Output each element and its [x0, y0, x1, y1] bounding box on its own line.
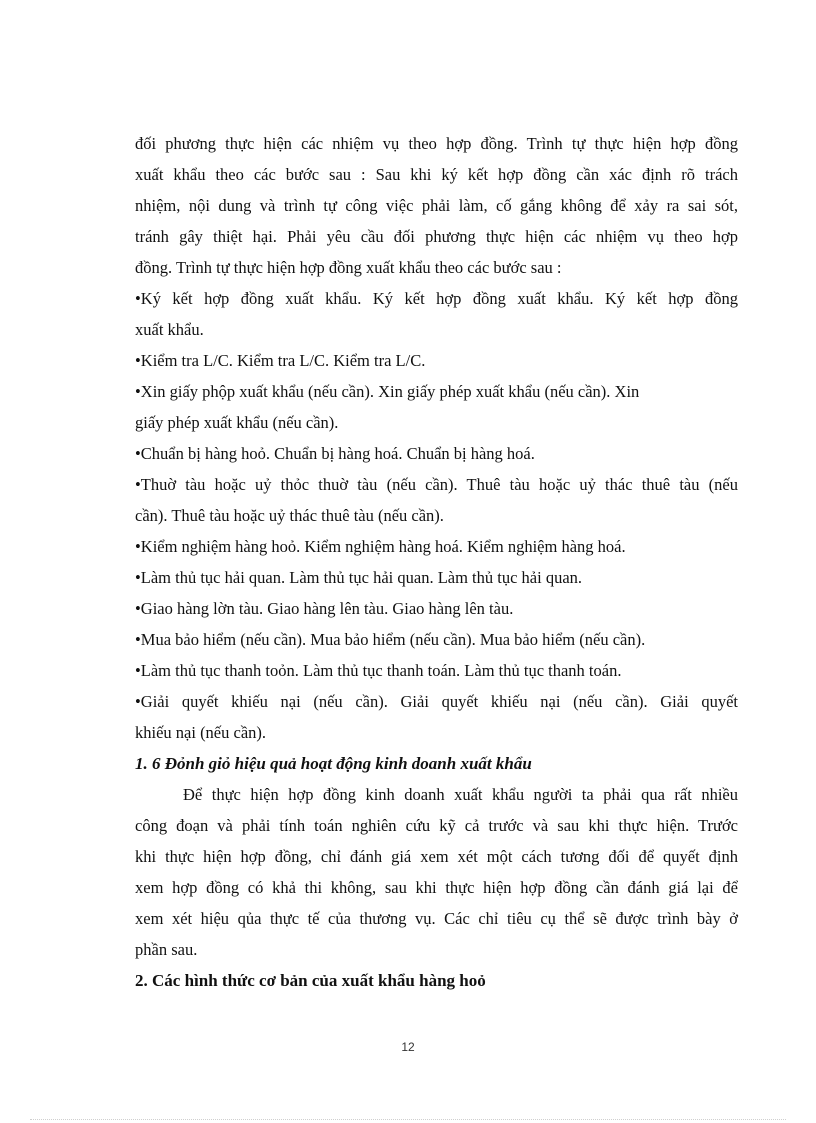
text-line: cần). Thuê tàu hoặc uỷ thác thuê tàu (nếu cần). [135, 506, 444, 525]
text-line: đồng. Trình tự thực hiện hợp đồng xuất khẩu theo các bước sau : [135, 258, 562, 277]
paragraph-line: xem hợp đồng có khả thi không, sau khi thực hiện hợp đồng cần đánh giá lại để [135, 878, 738, 897]
list-item: •Mua bảo hiểm (nếu cần). Mua bảo hiểm (nếu cần). Mua bảo hiểm (nếu cần). [135, 630, 646, 649]
text-line: đối phương thực hiện các nhiệm vụ theo hợp đồng. Trình tự thực hiện hợp đồng [135, 134, 738, 153]
list-item: •Kiểm tra L/C. Kiểm tra L/C. Kiểm tra L/C. [135, 351, 426, 370]
text-line: tránh gây thiệt hại. Phải yêu cầu đối phương thực hiện các nhiệm vụ theo hợp [135, 227, 738, 246]
document-body [135, 128, 738, 996]
section-heading-2: 2. Các hình thức cơ bản của xuất khẩu hàng hoỏ [135, 971, 486, 990]
paragraph-line: xem xét hiệu qủa thực tế của thương vụ. Các chỉ tiêu cụ thể sẽ được trình bày ở [135, 909, 738, 928]
text-line: nhiệm, nội dung và trình tự công việc phải làm, cố gắng không để xảy ra sai sót, [135, 196, 738, 215]
list-item: •Chuẩn bị hàng hoỏ. Chuẩn bị hàng hoá. Chuẩn bị hàng hoá. [135, 444, 535, 463]
list-item: •Làm thủ tục thanh toỏn. Làm thủ tục thanh toán. Làm thủ tục thanh toán. [135, 661, 622, 680]
list-item: •Ký kết hợp đồng xuất khẩu. Ký kết hợp đồng xuất khẩu. Ký kết hợp đồng [135, 289, 738, 308]
list-item: •Giải quyết khiếu nại (nếu cần). Giải quyết khiếu nại (nếu cần). Giải quyết [135, 692, 738, 711]
text-line: khiếu nại (nếu cần). [135, 723, 267, 742]
paragraph-line: phần sau. [135, 940, 198, 959]
list-item: •Xin giấy phộp xuất khẩu (nếu cần). Xin giấy phép xuất khẩu (nếu cần). Xin [135, 382, 640, 401]
list-item: •Kiểm nghiệm hàng hoỏ. Kiểm nghiệm hàng hoá. Kiểm nghiệm hàng hoá. [135, 537, 626, 556]
list-item: •Thuờ tàu hoặc uỷ thỏc thuờ tàu (nếu cần). Thuê tàu hoặc uỷ thác thuê tàu (nếu [135, 475, 738, 494]
paragraph-line: Để thực hiện hợp đồng kinh doanh xuất khẩu người ta phải qua rất nhiều [183, 785, 738, 804]
list-item: •Làm thủ tục hải quan. Làm thủ tục hải quan. Làm thủ tục hải quan. [135, 568, 583, 587]
text-line: giấy phép xuất khẩu (nếu cần). [135, 413, 339, 432]
paragraph-line: công đoạn và phải tính toán nghiên cứu kỹ cả trước và sau khi thực hiện. Trước [135, 816, 738, 835]
text-line: xuất khẩu theo các bước sau : Sau khi ký kết hợp đồng cần xác định rõ trách [135, 165, 738, 184]
text-line: xuất khẩu. [135, 320, 204, 339]
page-number: 12 [401, 1040, 415, 1054]
section-heading-1-6: 1. 6 Đỏnh giỏ hiệu quả hoạt động kinh doanh xuất khẩu [135, 754, 532, 773]
list-item: •Giao hàng lờn tàu. Giao hàng lên tàu. Giao hàng lên tàu. [135, 599, 514, 618]
paragraph-line: khi thực hiện hợp đồng, chỉ đánh giá xem xét một cách tương đối để quyết định [135, 847, 738, 866]
footer-divider [30, 1119, 786, 1120]
